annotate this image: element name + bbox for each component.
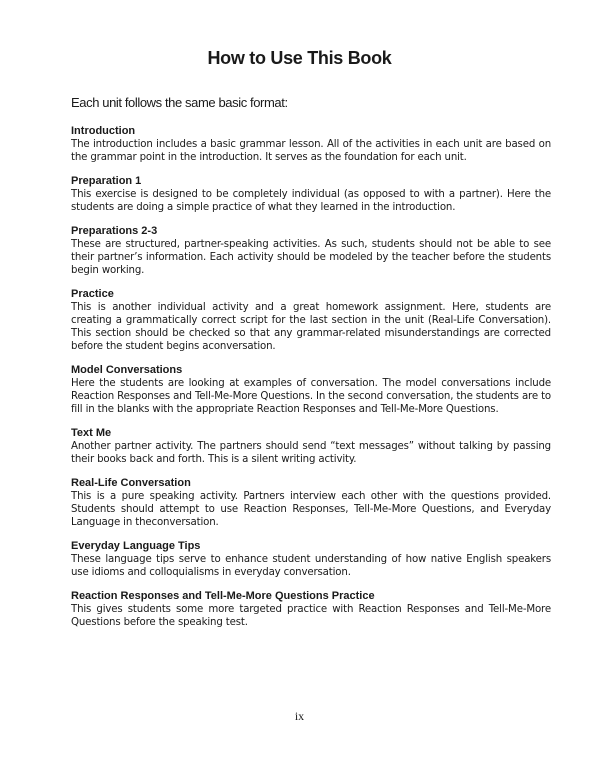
section-heading: Preparations 2-3: [71, 225, 158, 237]
section-body: This is a pure speaking activity. Partners interview each other with the questions provided. Students should attempt to use Reaction Responses, Tell-Me-More Questions, and Everyday Language in theconversation.: [71, 491, 551, 528]
page-title: How to Use This Book: [207, 48, 392, 68]
section-heading: Everyday Language Tips: [71, 540, 201, 552]
section-introduction: [71, 124, 551, 164]
section-body: Here the students are looking at examples of conversation. The model conversations include Reaction Responses and Tell-Me-More Questions. In the second conversation, the students are to fill in the blanks with the appropriate Reaction Responses and Tell-Me-More Questions.: [71, 378, 551, 415]
section-practice: [71, 287, 551, 353]
section-body: These language tips serve to enhance student understanding of how native English speakers use idioms and colloquialisms in everyday conversation.: [71, 554, 551, 578]
section-heading: Preparation 1: [71, 175, 142, 187]
section-body: This is another individual activity and a great homework assignment. Here, students are creating a grammatically correct script for the last section in the unit (Real-Life Conversation). This section should be checked so that any grammar-related misunderstandings are corrected before the student begins aconversation.: [71, 302, 551, 352]
section-body: This gives students some more targeted practice with Reaction Responses and Tell-Me-More Questions before the speaking test.: [71, 604, 551, 628]
intro-text: Each unit follows the same basic format:: [71, 95, 288, 110]
section-heading: Reaction Responses and Tell-Me-More Questions Practice: [71, 590, 375, 602]
section-body: The introduction includes a basic grammar lesson. All of the activities in each unit are based on the grammar point in the introduction. It serves as the foundation for each unit.: [71, 139, 551, 163]
section-everyday-language-tips: [71, 539, 551, 579]
section-heading: Practice: [71, 288, 114, 300]
section-heading: Real-Life Conversation: [71, 477, 191, 489]
section-model-conversations: [71, 363, 551, 416]
section-reaction-responses-practice: [71, 589, 551, 629]
section-preparation-1: [71, 174, 551, 214]
sections-list: [71, 124, 551, 639]
section-body: These are structured, partner-speaking activities. As such, students should not be able to see their partner’s information. Each activity should be modeled by the teacher before the students begin working.: [71, 239, 551, 276]
section-body: Another partner activity. The partners should send “text messages” without talking by passing their books back and forth. This is a silent writing activity.: [71, 441, 551, 465]
section-heading: Text Me: [71, 427, 112, 439]
section-heading: Introduction: [71, 125, 136, 137]
section-heading: Model Conversations: [71, 364, 183, 376]
section-body: This exercise is designed to be completely individual (as opposed to with a partner). Here the students are doing a simple practice of what they learned in the introduction.: [71, 189, 551, 213]
section-preparations-2-3: [71, 224, 551, 277]
section-text-me: [71, 426, 551, 466]
section-real-life-conversation: [71, 476, 551, 529]
page-number: ix: [294, 709, 305, 723]
